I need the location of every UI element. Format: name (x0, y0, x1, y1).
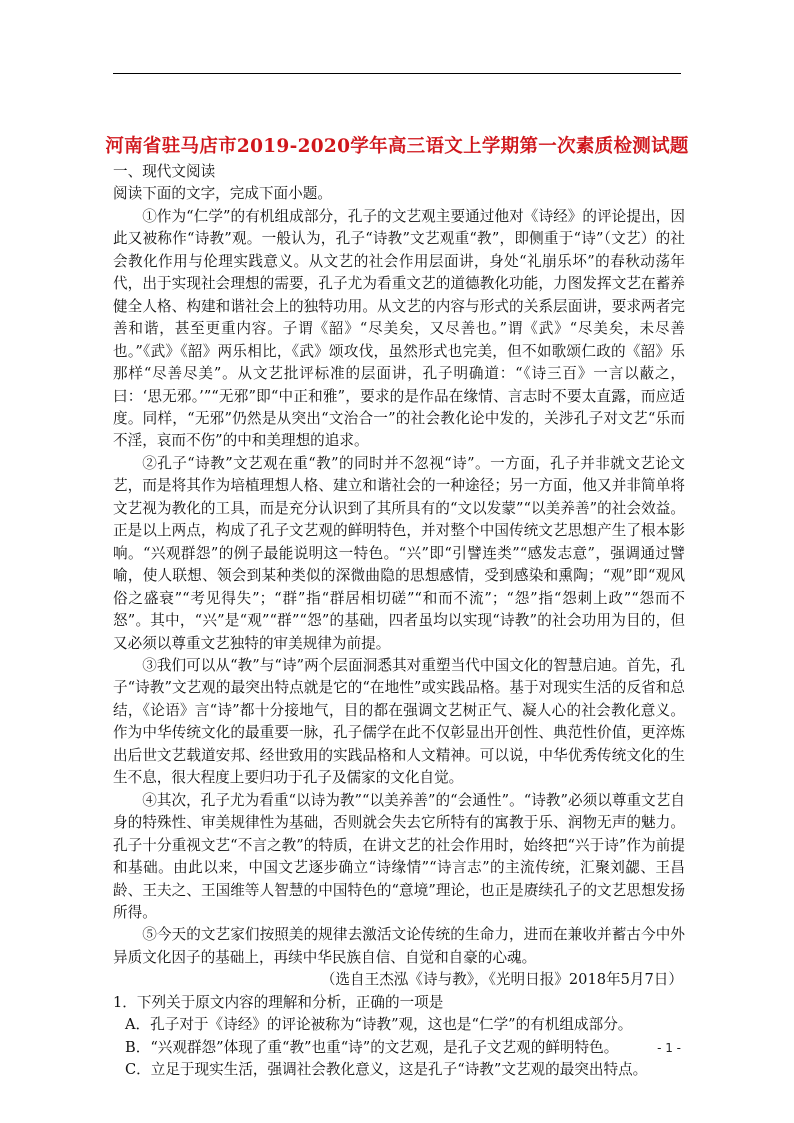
source-citation: （选自王杰泓《诗与教》，《光明日报》2018年5月7日） (320, 971, 683, 989)
section-heading: 一、现代文阅读 (113, 163, 216, 180)
question-stem: 1．下列关于原文内容的理解和分析，正确的一项是 (113, 993, 444, 1011)
paragraph-4: ④其次，孔子尤为看重“以诗为教”“以美养善”的“会通性”。“诗教”必须以尊重文艺自身的特殊性、审美规律性为基础，否则就会失去它所特有的寓教于乐、润物无声的魅力。孔子十分重视文艺“不言之教”的特质，在讲文艺的社会作用时，始终把“兴于诗”作为前提和基础。由此以来，中国文艺逐步确立“诗缘情”“诗言志”的主流传统，汇聚刘勰、王昌龄、王夫之、王国维等人智慧的中国特色的“意境”理论，也正是赓续孔子的文艺思想发扬所得。 (113, 791, 685, 921)
option-c: C．立足于现实生活，强调社会教化意义，这是孔子“诗教”文艺观的最突出特点。 (125, 1061, 648, 1079)
paragraph-3: ③我们可以从“教”与“诗”两个层面洞悉其对重塑当代中国文化的智慧启迪。首先，孔子“诗教”文艺观的最突出特点就是它的“在地性”或实践品格。基于对现实生活的反省和总结，《论语》言“诗”都十分接地气，目的都在强调文艺树正气、凝人心的社会教化意义。作为中华传统文化的最重要一脉，孔子儒学在此不仅彰显出开创性、典范性价值，更淬炼出后世文艺载道安邦、经世致用的实践品格和人文精神。可以说，中华优秀传统文化的生生不息，很大程度上要归功于孔子及儒家的文化自觉。 (113, 656, 685, 787)
header-rule (113, 73, 681, 74)
document-title: 河南省驻马店市2019-2020学年高三语文上学期第一次素质检测试题 (105, 136, 689, 157)
paragraph-5: ⑤今天的文艺家们按照美的规律去激活文论传统的生命力，进而在兼收并蓄古今中外异质文化因子的基础上，再续中华民族自信、自觉和自豪的心魂。 (113, 926, 685, 966)
reading-instruction: 阅读下面的文字，完成下面小题。 (113, 185, 332, 203)
document-body (113, 161, 685, 1082)
option-a: A．孔子对于《诗经》的评论被称为“诗教”观，这也是“仁学”的有机组成部分。 (125, 1016, 633, 1034)
page-number: - 1 - (657, 1041, 681, 1055)
option-b: B．“兴观群怨”体现了重“教”也重“诗”的文艺观，是孔子文艺观的鲜明特色。 (125, 1038, 619, 1056)
paragraph-2: ②孔子“诗教”文艺观在重“教”的同时并不忽视“诗”。一方面，孔子并非就文艺论文艺，而是将其作为培植理想人格、建立和谐社会的一种途径；另一方面，他又并非简单将文艺视为教化的工具，而是充分认识到了其所具有的“文以发蒙”“以美养善”的社会效益。正是以上两点，构成了孔子文艺观的鲜明特色，并对整个中国传统文艺思想产生了根本影响。“兴观群怨”的例子最能说明这一特色。“兴”即“引譬连类”“感发志意”，强调通过譬喻，使人联想、领会到某种类似的深微曲隐的思想感情，受到感染和熏陶；“观”即“观风俗之盛衰”“考见得失”；“群”指“群居相切磋”“和而不流”；“怨”指“怨刺上政”“怨而不怒”。其中，“兴”是“观”“群”“怨”的基础，四者虽均以实现“诗教”的社会功用为目的，但又必须以尊重文艺独特的审美规律为前提。 (113, 454, 685, 652)
paragraph-1: ①作为“仁学”的有机组成部分，孔子的文艺观主要通过他对《诗经》的评论提出，因此又被称作“诗教”观。一般认为，孔子“诗教”文艺观重“教”，即侧重于“诗”（文艺）的社会教化作用与伦理实践意义。从文艺的社会作用层面讲，身处“礼崩乐坏”的春秋动荡年代，出于实现社会理想的需要，孔子尤为看重文艺的道德教化功能，力图发挥文艺在蓄养健全人格、构建和谐社会上的独特功用。从文艺的内容与形式的关系层面讲，要求两者完善和谐，甚至更重内容。子谓《韶》“尽美矣，又尽善也。”谓《武》“尽美矣，未尽善也。”《武》《韶》两乐相比，《武》颂攻伐，虽然形式也完美，但不如歌颂仁政的《韶》乐那样“尽善尽美”。从文艺批评标准的层面讲，孔子明确道：“《诗三百》一言以蔽之，曰：‘思无邪。’”“无邪”即“中正和雅”，要求的是作品在缘情、言志时不要太直露，而应适度。同样，“无邪”仍然是从突出“文治合一”的社会教化论中发的，关涉孔子对文艺“乐而不淫，哀而不伤”的中和美理想的追求。 (113, 207, 685, 450)
